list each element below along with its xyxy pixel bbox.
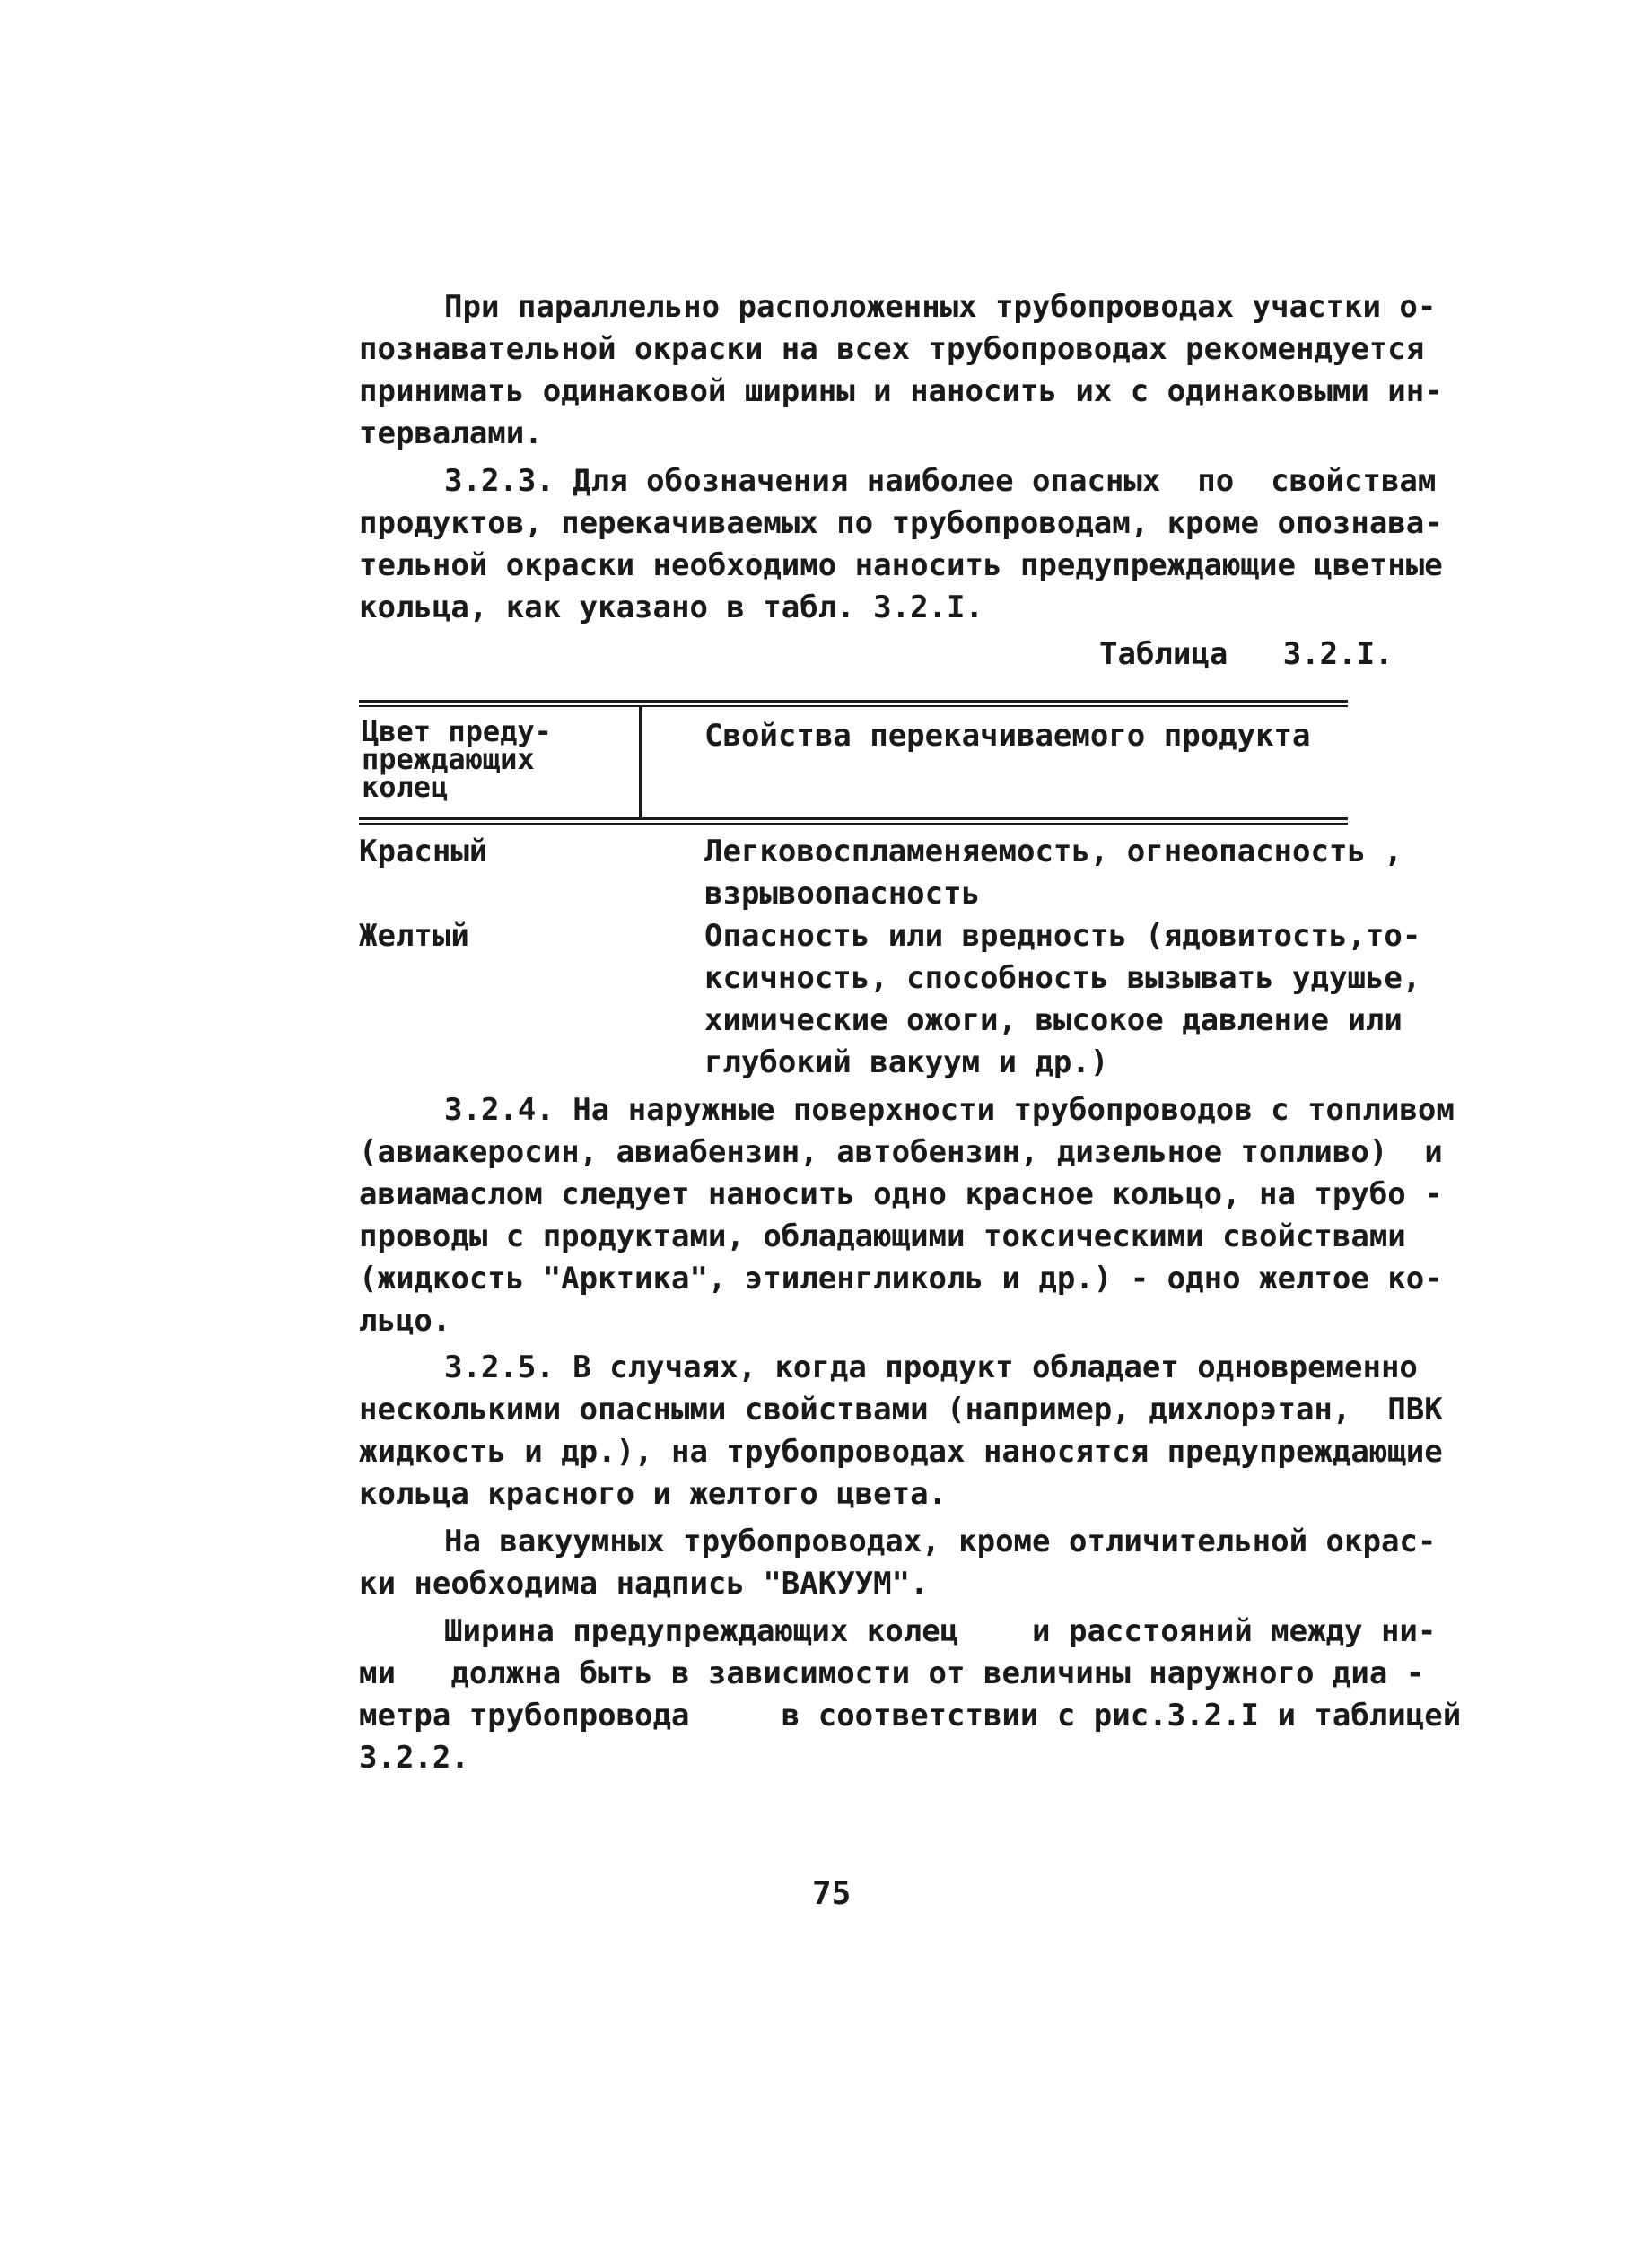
text-line: метра трубопровода в соответствии с рис.3.2.I и таблицей (359, 1698, 1462, 1733)
text-line: 3.2.2. (359, 1740, 469, 1776)
table-cell-property: химические ожоги, высокое давление или (704, 1002, 1403, 1038)
text-line: 3.2.3. Для обозначения наиболее опасных по свойствам (444, 463, 1437, 499)
text-line: При параллельно расположенных трубопроводах участки о- (444, 289, 1437, 325)
text-line: Ширина предупреждающих колец и расстояний между ни- (444, 1613, 1437, 1649)
table-header-rule (359, 817, 1348, 820)
text-line: (жидкость "Арктика", этиленгликоль и др.) - одно желтое ко- (359, 1261, 1443, 1297)
text-line: льцо. (359, 1303, 451, 1339)
table-cell-color: Красный (359, 834, 488, 869)
text-line: кольца красного и желтого цвета. (359, 1476, 948, 1512)
table-header-rule-inner (359, 823, 1348, 825)
table-column-divider (639, 705, 642, 819)
text-line: На вакуумных трубопроводах, кроме отличительной окрас- (444, 1524, 1437, 1559)
table-cell-color: Желтый (359, 918, 469, 954)
page-number: 75 (812, 1875, 852, 1912)
table-cell-property: Легковоспламеняемость, огнеопасность , (704, 834, 1403, 869)
text-line: (авиакеросин, авиабензин, автобензин, дизельное топливо) и (359, 1134, 1443, 1170)
table-top-rule (359, 700, 1348, 703)
text-line: тервалами. (359, 415, 543, 451)
table-header-properties: Свойства перекачиваемого продукта (704, 718, 1311, 754)
text-line: авиамаслом следует наносить одно красное кольцо, на трубо - (359, 1176, 1443, 1212)
table-cell-property: взрывоопасность (704, 876, 981, 912)
table-top-rule-inner (359, 705, 1348, 707)
text-line: несколькими опасными свойствами (например, дихлорэтан, ПВК (359, 1392, 1443, 1428)
text-line: проводы с продуктами, обладающими токсическими свойствами (359, 1218, 1406, 1254)
text-line: ми должна быть в зависимости от величины наружного диа - (359, 1655, 1425, 1691)
text-line: тельной окраски необходимо наносить предупреждающие цветные (359, 547, 1443, 583)
table-header-color: Цвет преду-преждающих колец (362, 714, 552, 804)
text-line: кольца, как указано в табл. 3.2.I. (359, 589, 983, 625)
text-line: жидкость и др.), на трубопроводах наносятся предупреждающие (359, 1434, 1443, 1470)
table-cell-property: Опасность или вредность (ядовитость,то- (704, 918, 1421, 954)
table-cell-property: глубокий вакуум и др.) (704, 1044, 1109, 1080)
table-cell-property: ксичность, способность вызывать удушье, (704, 960, 1421, 996)
text-line: 3.2.4. На наружные поверхности трубопроводов с топливом (444, 1092, 1455, 1128)
text-line: 3.2.5. В случаях, когда продукт обладает одновременно (444, 1349, 1418, 1385)
table-caption: Таблица 3.2.I. (1099, 636, 1394, 672)
text-line: принимать одинаковой ширины и наносить их с одинаковыми ин- (359, 373, 1443, 409)
text-line: продуктов, перекачиваемых по трубопроводам, кроме опознава- (359, 505, 1443, 541)
text-line: познавательной окраски на всех трубопроводах рекомендуется (359, 331, 1425, 367)
text-line: ки необходима надпись "ВАКУУМ". (359, 1566, 929, 1602)
